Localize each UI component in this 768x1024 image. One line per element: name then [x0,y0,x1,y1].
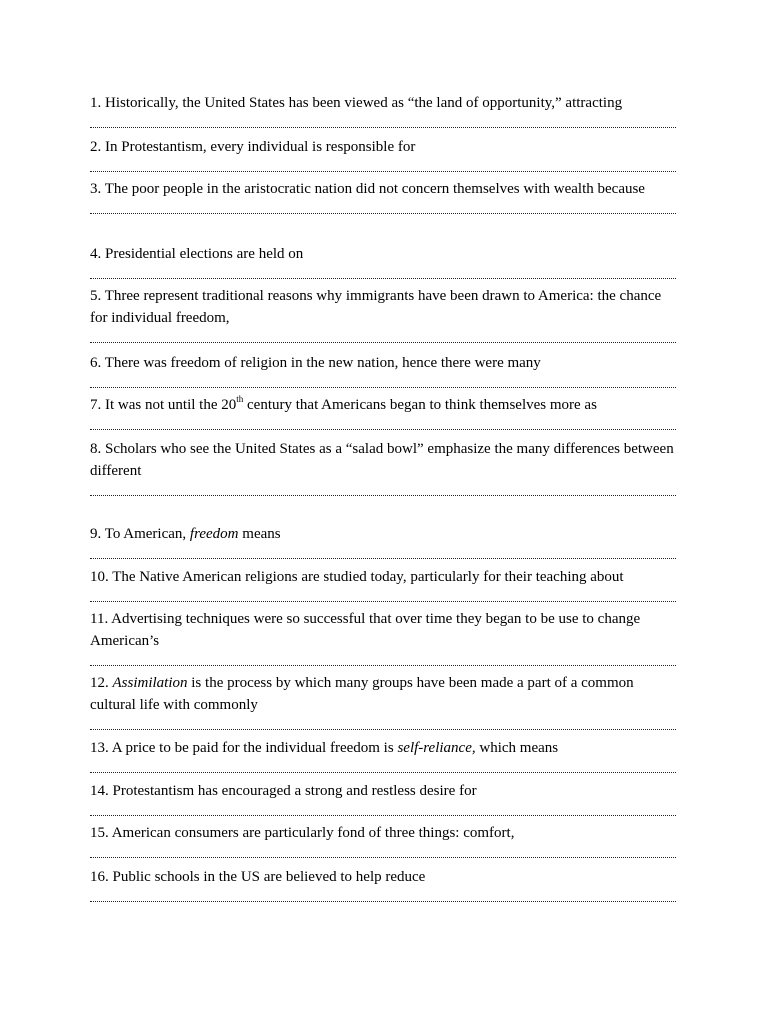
question-text [90,737,678,759]
question-number: 8. [90,441,102,457]
question-body: To American, [104,526,190,542]
question-6 [90,352,678,388]
question-number: 9. [90,526,102,542]
question-number: 4. [90,246,102,262]
question-number: 15. [90,825,109,841]
question-14 [90,780,678,816]
question-body-end: is the process by which many groups have been made a part of a common cultural life with commonly [90,675,634,713]
question-11 [90,608,678,666]
answer-line[interactable] [90,266,676,279]
question-number: 14. [90,783,109,799]
question-7 [90,394,678,430]
answer-line[interactable] [90,115,676,128]
question-text [90,566,678,588]
question-text [90,822,678,844]
question-16 [90,866,678,902]
question-number: 16. [90,869,109,885]
answer-line[interactable] [90,760,676,773]
answer-line[interactable] [90,201,676,214]
question-text [90,394,678,416]
answer-line[interactable] [90,417,676,430]
question-text [90,285,678,329]
question-number: 1. [90,95,102,111]
answer-line[interactable] [90,653,676,666]
question-body: Protestantism has encouraged a strong and restless desire for [112,783,477,799]
question-text [90,866,678,888]
emphasized-term: Assimilation [112,675,188,691]
question-text [90,523,678,545]
answer-line[interactable] [90,889,676,902]
question-body: Three represent traditional reasons why immigrants have been drawn to America: the chance for individual freedom, [90,288,662,326]
question-text [90,243,678,265]
question-4 [90,243,678,279]
question-number: 7. [90,397,102,413]
emphasized-term: freedom [189,526,239,542]
question-5 [90,285,678,343]
question-body-end: century that Americans began to think themselves more as [243,397,597,413]
question-number: 6. [90,355,102,371]
question-body: Advertising techniques were so successful that over time they began to be use to change American’s [90,611,641,649]
question-body: The Native American religions are studied today, particularly for their teaching about [112,569,624,585]
question-number: 12. [90,675,109,691]
question-body: Scholars who see the United States as a “salad bowl” emphasize the many differences between different [90,441,674,479]
question-body: It was not until the 20 [105,397,237,413]
question-text [90,608,678,652]
question-10 [90,566,678,602]
question-body: Historically, the United States has been viewed as “the land of opportunity,” attracting [105,95,623,111]
ordinal-suffix: th [236,394,244,404]
question-body: Presidential elections are held on [105,246,304,262]
answer-line[interactable] [90,803,676,816]
question-body: Public schools in the US are believed to help reduce [112,869,426,885]
question-13 [90,737,678,773]
question-number: 3. [90,181,102,197]
question-text [90,780,678,802]
answer-line[interactable] [90,330,676,343]
question-text [90,438,678,482]
question-body: The poor people in the aristocratic nation did not concern themselves with wealth because [104,181,645,197]
answer-line[interactable] [90,717,676,730]
question-8 [90,438,678,496]
question-15 [90,822,678,858]
question-text [90,352,678,374]
question-body: American consumers are particularly fond of three things: comfort, [111,825,515,841]
emphasized-term: self-reliance, [397,740,476,756]
question-text [90,136,678,158]
question-12 [90,672,678,730]
question-text [90,92,678,114]
answer-line[interactable] [90,546,676,559]
question-1 [90,92,678,128]
question-2 [90,136,678,172]
question-number: 5. [90,288,102,304]
question-number: 13. [90,740,109,756]
question-3 [90,178,678,214]
question-body-end: which means [475,740,559,756]
question-body: In Protestantism, every individual is responsible for [105,139,416,155]
answer-line[interactable] [90,159,676,172]
answer-line[interactable] [90,589,676,602]
answer-line[interactable] [90,845,676,858]
question-number: 2. [90,139,102,155]
question-text [90,672,678,716]
answer-line[interactable] [90,483,676,496]
question-body: There was freedom of religion in the new nation, hence there were many [104,355,541,371]
answer-line[interactable] [90,375,676,388]
question-number: 11. [90,611,109,627]
question-body: A price to be paid for the individual freedom is [111,740,398,756]
question-9 [90,523,678,559]
question-number: 10. [90,569,109,585]
question-text [90,178,678,200]
question-body-end: means [238,526,281,542]
